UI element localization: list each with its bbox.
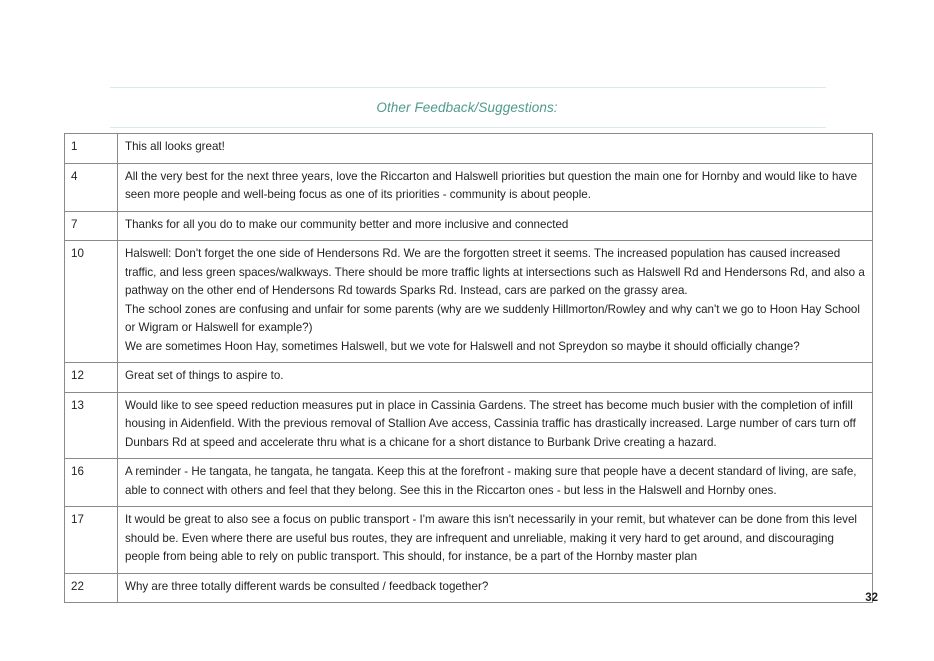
feedback-paragraph: This all looks great! bbox=[125, 140, 225, 153]
feedback-paragraph: It would be great to also see a focus on public transport - I'm aware this isn't necessarily in your remit, but whatever can be done from this level should be. Even where there are useful bus routes, they are infrequent and unreliable, making it very hard to get around, and discouraging people from being able to rely on public transport. This should, for instance, be a part of the Hornby master plan bbox=[125, 513, 857, 563]
table-row bbox=[65, 134, 873, 164]
table-row bbox=[65, 459, 873, 507]
feedback-paragraph: Halswell: Don't forget the one side of Hendersons Rd. We are the forgotten street it seems. The increased population has caused increased traffic, and less green spaces/walkways. There should be more traffic lights at intersections such as Halswell Rd and Hendersons Rd, and also a pathway on the other end of Hendersons Rd towards Sparks Rd. Instead, cars are parked on the grassy area. bbox=[125, 247, 865, 297]
feedback-text-cell bbox=[118, 392, 873, 459]
feedback-id-cell: 7 bbox=[65, 211, 118, 241]
feedback-text-cell bbox=[118, 363, 873, 393]
feedback-text-cell bbox=[118, 241, 873, 363]
feedback-paragraph: Would like to see speed reduction measures put in place in Cassinia Gardens. The street has become much busier with the completion of infill housing in Aidenfield. With the previous removal of Stallion Ave access, Cassinia traffic has drastically increased. Large number of cars turn off Dunbars Rd at speed and accelerate thru what is a chicane for a short distance to Burbank Drive creating a hazard. bbox=[125, 398, 856, 449]
feedback-paragraph: Thanks for all you do to make our community better and more inclusive and connected bbox=[125, 217, 569, 231]
feedback-id-cell: 10 bbox=[65, 241, 118, 363]
table-row bbox=[65, 363, 873, 393]
feedback-paragraph: Why are three totally different wards be consulted / feedback together? bbox=[125, 579, 489, 593]
feedback-id-cell: 12 bbox=[65, 363, 118, 393]
feedback-id-cell: 22 bbox=[65, 573, 118, 603]
feedback-id-cell: 4 bbox=[65, 163, 118, 211]
feedback-paragraph: All the very best for the next three years, love the Riccarton and Halswell priorities but question the main one for Hornby and would like to have seen more people and well-being focus as one of its priorities - community is about people. bbox=[125, 169, 858, 201]
table-row bbox=[65, 507, 873, 574]
feedback-table-body bbox=[65, 134, 873, 603]
table-row bbox=[65, 163, 873, 211]
page-title: Other Feedback/Suggestions: bbox=[376, 100, 558, 115]
header-divider-top bbox=[110, 87, 826, 88]
table-row bbox=[65, 241, 873, 363]
feedback-id-cell: 13 bbox=[65, 392, 118, 459]
feedback-id-cell: 1 bbox=[65, 134, 118, 164]
feedback-id-cell: 16 bbox=[65, 459, 118, 507]
feedback-table bbox=[64, 133, 873, 603]
feedback-paragraph: The school zones are confusing and unfair for some parents (why are we suddenly Hillmorton/Rowley and why can't we go to Hoon Hay School or Wigram or Halswell for example?) bbox=[125, 302, 860, 334]
feedback-text-cell bbox=[118, 134, 873, 164]
feedback-id-cell: 17 bbox=[65, 507, 118, 574]
table-row bbox=[65, 392, 873, 459]
feedback-text-cell bbox=[118, 507, 873, 574]
feedback-text-cell bbox=[118, 211, 873, 241]
feedback-paragraph: Great set of things to aspire to. bbox=[125, 369, 284, 382]
feedback-text-cell bbox=[118, 163, 873, 211]
page-number: 32 bbox=[865, 592, 878, 604]
feedback-paragraph: A reminder - He tangata, he tangata, he tangata. Keep this at the forefront - making sure that people have a decent standard of living, are safe, able to connect with others and feel that they belong. See this in the Riccarton ones - but less in the Halswell and Hornby ones. bbox=[125, 465, 857, 497]
table-row bbox=[65, 211, 873, 241]
header-divider-bottom bbox=[110, 127, 826, 128]
feedback-text-cell bbox=[118, 459, 873, 507]
feedback-paragraph: We are sometimes Hoon Hay, sometimes Halswell, but we vote for Halswell and not Spreydon so maybe it should officially change? bbox=[125, 339, 800, 353]
